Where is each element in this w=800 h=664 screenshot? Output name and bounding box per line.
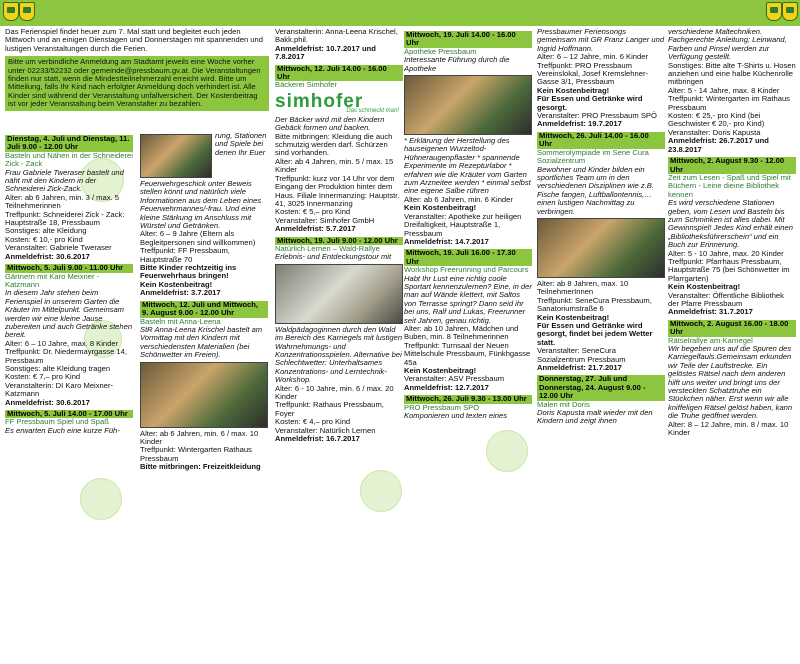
event-deadline: Anmeldefrist: 30.6.2017 <box>5 397 90 407</box>
simhofer-logo <box>275 92 403 114</box>
event-headline: Interessante Führung durch die Apotheke <box>404 55 510 73</box>
event-deadline: Anmeldefrist: 31.7.2017 <box>668 307 753 317</box>
event-cost: Kosten: € 10,- pro Kind <box>5 234 83 244</box>
event-subtitle: FF Pressbaum Spiel und Spaß <box>5 417 109 427</box>
event-deadline: Anmeldefrist: 30.6.2017 <box>5 251 90 261</box>
event-subtitle: Basteln mit Anna-Leena <box>140 316 221 326</box>
event-description: StR Anna-Leena Krischel bastelt am Vormittag mit den Kindern mit verschiedensten Materialien (bei Schönwetter im Freien). <box>140 324 263 360</box>
event-organizer: Veranstalter: Öffentliche Bibliothek der Pfarre Pressbaum <box>668 290 784 308</box>
event-title: Mittwoch, 12. Juli und Mittwoch, 9. August 9.00 - 12.00 Uhr <box>140 301 268 318</box>
event-deadline: Anmeldefrist: 19.7.2017 <box>537 119 622 129</box>
event-cost: Kosten: € 4,– pro Kind <box>275 417 351 427</box>
event-bring: Bitte mitbringen: Kleidung die auch schmutzig werden darf. Schürzen sind vorhanden. <box>275 131 393 158</box>
event-description: Es erwarten Euch eine kurze Füh- <box>5 425 120 435</box>
event-subtitle: Workshop Freerunning und Parcours <box>404 265 529 275</box>
event-cost: Kein Kostenbeitrag! <box>140 279 213 289</box>
event-cost: Kein Kostenbeitrag! <box>668 282 741 292</box>
event-meeting-point: Treffpunkt: Rathaus Pressbaum, Foyer <box>275 400 384 418</box>
pharmacy-photo <box>404 75 532 135</box>
event-description: Pressbaumer Feriensongs gemeinsam mit GR Franz Langer und Ingrid Hoffmann. <box>537 28 665 53</box>
event-title: Mittwoch, 26. Juli 14.00 - 16.00 Uhr <box>537 132 665 149</box>
event-misc: Sonstiges: alte Kleidung tragen <box>5 363 111 373</box>
event-age: Alter: 6 – 12 Jahre, min. 6 Kinder <box>537 52 649 62</box>
column-3 <box>275 28 403 560</box>
event-age: Alter: 6 – 10 Jahre, max. 8 Kinder <box>5 338 119 348</box>
event-misc: Sonstiges: Bitte alte T-Shirts u. Hosen anziehen und eine halbe Küchenrolle mitbringen <box>668 60 796 87</box>
event-organizer: Veranstalter: Gabriele Tweraser <box>5 243 112 253</box>
event-cost: Kosten: € 25,- pro Kind (bei Geschwister € 20,- pro Kind) <box>668 111 765 129</box>
event-meeting-point: Treffpunkt: Pfarrhaus Pressbaum, Hauptstraße 75 (bei Schönwetter im Pfarrgarten) <box>668 256 790 283</box>
event-title: Donnerstag, 27. Juli und Donnerstag, 24. August 9.00 - 12.00 Uhr <box>537 375 665 400</box>
event-description: Der Bäcker wird mit den Kindern Gebäck formen und backen. <box>275 114 385 133</box>
event-age: Alter: 6 – 9 Jahre (Eltern als Begleitpersonen sind willkommen) <box>140 229 256 247</box>
event-description: In diesem Jahr stehen beim Ferienspiel in unserem Garten die Kräuter im Mittelpunkt. Gemeinsam werden wir eine kleine Jause zubereiten und auch Getränke stehen bereit. <box>5 288 133 340</box>
event-cost: Kosten: € 7,– pro Kind <box>5 372 81 382</box>
event-age: Alter: ab 6 Jahren, min. 6 / max. 10 Kinder <box>140 428 259 446</box>
event-subtitle: PRO Pressbaum SPÖ <box>404 402 480 412</box>
logo-wordmark: simhofer <box>275 90 364 112</box>
event-organizer: Veranstalterin: Anna-Leena Krischel, Bakk.phil. <box>275 28 398 45</box>
event-subtitle: Rätselrallye am Karriegel <box>668 335 753 345</box>
event-misc: Sonstiges: alte Kleidung <box>5 226 87 236</box>
event-organizer: Veranstalter: SeneCura Sozialzentrum Pressbaum <box>537 346 626 364</box>
event-age: Alter: 8 – 12 Jahre, min. 8 / max. 10 Kinder <box>668 419 789 438</box>
coat-of-arms-icon <box>782 2 798 21</box>
event-description: Komponieren und texten eines <box>404 411 508 421</box>
event-age: Alter: ab 10 Jahren, Mädchen und Buben, min. 8 Teilnehmerinnen <box>404 323 519 342</box>
event-deadline: Anmeldefrist: 5.7.2017 <box>275 224 356 234</box>
event-title: Mittwoch, 12. Juli 14.00 - 16.00 Uhr <box>275 65 403 82</box>
event-description: Waldpädagoginnen durch den Wald im Bereich des Karriegels mit lustigen Wahrnehmungs- und Konzentrationsspielen. Alternative bei Schlechtwetter: Unterhaltsames Konzentrations- und Lerntechnik-Workshop. <box>275 324 403 385</box>
event-age: Alter: 5 - 10 Jahre, max. 20 Kinder <box>668 248 784 258</box>
coat-of-arms-icon <box>19 2 35 21</box>
event-subtitle: Basteln und Nähen in der Schneiderei Zick - Zack <box>5 150 133 169</box>
event-age: Alter: ab 4 Jahren, min. 5 / max. 15 Kinder <box>275 156 394 175</box>
event-title: Mittwoch, 5. Juli 9.00 - 11.00 Uhr <box>5 264 133 272</box>
event-age: Alter: ab 6 Jahren, min. 6 Kinder <box>404 194 513 204</box>
event-meeting-point: Treffpunkt: PRO Pressbaum Vereinslokal, Josef Kremslehner-Gasse 3/1, Pressbaum <box>537 60 649 87</box>
event-description: Frau Gabriele Tweraser bastelt und näht mit den Kindern in der Schneiderei Zick-Zack. <box>5 167 124 194</box>
event-deadline: Anmeldefrist: 26.7.2017 und 23.8.2017 <box>668 136 769 154</box>
event-description: rung, Stationen und Spiele bei denen Ihr Euer Feuerwehrgeschick unter Beweis stellen könnt und natürlich viele Informationen aus dem Leben eines Feuerwehrmannes/-frau. Und eine kleine Stärkung im Anschluss mit Würstel und Getränken. <box>140 132 267 231</box>
event-title: Mittwoch, 2. August 16.00 - 18.00 Uhr <box>668 320 796 337</box>
senior-center-photo <box>537 218 665 278</box>
event-subtitle: Apotheke Pressbaum <box>404 46 477 56</box>
event-meeting-point: Treffpunkt: Schneiderei Zick - Zack: Hauptstraße 18, Pressbaum <box>5 209 125 228</box>
event-cost: Kein Kostenbeitrag! <box>404 366 477 375</box>
event-age: Alter: 6 - 10 Jahre, min. 6 / max. 20 Kinder <box>275 383 394 401</box>
event-description: verschiedene Maltechniken. Fachgerechte Anleitung; Leinwand, Farben und Pinsel werden zur Verfügung gestellt. <box>668 28 787 62</box>
registration-notice: Bitte um verbindliche Anmeldung am Stadtamt jeweils eine Woche vorher unter 02233/52232 oder gemeinde@pressbaum.gv.at. Die Veranstaltungen finden nur statt, wenn die Mindestteilnehmerzahl erreicht wird. Bitte um Mitteilung, falls Ihr Kind nach erfolgter Anmeldung doch verhindert ist. Alle Kinder sind während der Veranstaltung unfallversichert. Der Kostenbeitrag ist vor jeder Veranstaltung beim Veranstalter zu bezahlen. <box>5 56 269 110</box>
event-subtitle: Malen mit Doris <box>537 399 590 409</box>
fire-brigade-photo <box>140 134 212 178</box>
event-description: Doris Kapusta malt wieder mit den Kindern und zeigt ihnen <box>537 408 653 426</box>
event-organizer: Veranstalter: ASV Pressbaum <box>404 374 505 384</box>
coat-of-arms-icon <box>3 2 19 21</box>
event-organizer: Veranstalter: PRO Pressbaum SPÖ <box>537 111 657 121</box>
event-description: Erlebnis- und Entdeckungstour mit <box>275 252 392 262</box>
event-note: Bitte Kinder rechtzeitig ins Feuerwehrhaus bringen! <box>140 263 237 281</box>
event-meeting-point: Treffpunkt: Dr. Niedermayrgasse 14, Pressbaum <box>5 347 127 365</box>
event-description: Habt Ihr Lust eine richtig coole Sportart kennenzulernen? Eine, in der man auf Wände klettert, mit Saltos von Terrasse springt? Dann seid ihr bei uns, Ralf und Lukas, Freerunner seit Jahren, genau richtig. <box>404 273 532 325</box>
event-deadline: Anmeldefrist: 12.7.2017 <box>404 382 489 392</box>
event-deadline: Anmeldefrist: 16.7.2017 <box>275 434 360 444</box>
event-title: Mittwoch, 19. Juli 14.00 - 16.00 Uhr <box>404 31 532 48</box>
intro-text: Das Ferienspiel findet heuer zum 7. Mal statt und begleitet euch jeden Mittwoch und an einigen Dienstagen und Donnerstagen mit spannenden und lustigen Veranstaltungen durch die Ferien. <box>5 28 263 53</box>
event-deadline: Anmeldefrist: 3.7.2017 <box>140 288 221 298</box>
header-band <box>0 0 800 26</box>
event-organizer: Veranstalter: Doris Kapusta <box>668 127 761 137</box>
event-organizer: Veranstalter: Simhofer GmbH <box>275 215 375 225</box>
event-meeting-point: Treffpunkt: Wintergarten Rathaus Pressbaum <box>140 445 252 463</box>
event-deadline: Anmeldefrist: 10.7.2017 und 7.8.2017 <box>275 43 376 62</box>
event-title: Mittwoch, 26. Juli 9.30 - 13.00 Uhr <box>404 395 532 403</box>
column-6 <box>668 28 796 560</box>
event-subtitle: Zeit zum Lesen - Spaß und Spiel mit Büchern - Leine dieine Bibliothek kennen <box>668 172 791 199</box>
event-subtitle: Natürlich Lernen – Wald-Rallye <box>275 243 380 253</box>
event-age: Alter: ab 6 Jahren, min. 3 / max. 5 Teilnehmerinnen <box>5 192 119 211</box>
event-cost: Kein Kostenbeitrag! <box>537 312 610 322</box>
event-description: Wir begeben uns auf die Spuren des Karriegelfauls.Gemeinsam erkunden wir Teile der Lauftstrecke. Ein gelöstes Rätsel nach dem anderen hilft uns weiter und bringt uns der versteckten Schatztruhe ein Stückchen näher. Erst wenn wir alle kniffeligen Rätsel gelöst haben, kann die Truhe geöffnet werden. <box>668 344 793 421</box>
forest-game-photo <box>275 264 403 324</box>
event-organizer: Veranstalter: Natürlich Lernen <box>275 425 376 435</box>
event-note: Für Essen und Getränke wird gesorgt, findet bei jedem Wetter statt. <box>537 320 653 347</box>
event-age: Alter: 5 - 14 Jahre, max. 8 Kinder <box>668 85 780 95</box>
event-meeting-point: Treffpunkt: FF Pressbaum, Hauptstraße 70 <box>140 246 230 264</box>
crafting-photo <box>140 362 268 428</box>
column-2 <box>140 132 268 664</box>
event-note: Für Essen und Getränke wird gesorgt. <box>537 94 643 112</box>
event-cost: Kein Kostenbeitrag! <box>404 203 477 213</box>
event-deadline: Anmeldefrist: 14.7.2017 <box>404 236 489 246</box>
event-cost: Kein Kostenbeitrag! <box>537 85 610 95</box>
event-title: Mittwoch, 19. Juli 16.00 - 17.30 Uhr <box>404 249 532 266</box>
column-1-events <box>5 132 133 664</box>
coat-of-arms-icon <box>766 2 782 21</box>
event-title: Mittwoch, 5. Juli 14.00 - 17.00 Uhr <box>5 410 133 418</box>
event-meeting-point: Treffpunkt: Wintergarten im Rathaus Pressbaum <box>668 94 790 112</box>
event-title: Mittwoch, 19. Juli 9.00 - 12.00 Uhr <box>275 237 403 245</box>
event-meeting-point: Treffpunkt: kurz vor 14 Uhr vor dem Eingang der Produktion hinter dem Haus. Filiale Innermanzing: Hauptstr. 41, 3025 Innermanzing <box>275 173 400 208</box>
event-organizer: Veranstalterin: DI Karo Meixner-Katzmann <box>5 380 114 399</box>
column-4 <box>404 28 532 560</box>
event-subtitle: Sommerolympiade im Sene Cura Sozialzentrum <box>537 147 649 166</box>
event-title: Mittwoch, 2. August 9.30 - 12.00 Uhr <box>668 157 796 174</box>
event-meeting-point: Treffpunkt: SeneCura Pressbaum, Sanatoriumstraße 6 <box>537 295 652 314</box>
logo-tagline: Das schmeckt man! <box>346 108 399 115</box>
event-subtitle: Gärtnern mit Karo Meixner - Katzmann <box>5 271 100 289</box>
event-age: Alter: ab 8 Jahren, max. 10 TeilnehmerInnen <box>537 278 629 297</box>
event-description: Es wird verschiedene Stationen geben, vom Lesen und Basteln bis zum Schminken ist alles dabei. Mit Gewinnspiel! Jedes Kind erhält einen „Bibliotheksführerschein“ und ein Buch zur Erinnerung. <box>668 198 793 250</box>
event-description: * Erklärung der Herstellung des hauseigenen Wurzeltod- Hühneraugenpflaster * spannende Experimente im Rezepturlabor * erfahren wie die Kräuter vom Garten zum Arzneitee werden * einmal selbst eine eigene Salbe rühren <box>404 136 531 196</box>
event-title: Dienstag, 4. Juli und Dienstag, 11. Juli 9.00 - 12.00 Uhr <box>5 135 133 152</box>
event-subtitle: Bäckerei Simhofer <box>275 80 338 90</box>
event-bring: Bitte mitbringen: Freizeitkleidung <box>140 462 261 472</box>
event-deadline: Anmeldefrist: 21.7.2017 <box>537 363 622 372</box>
event-description: Bewohner und Kinder bilden ein sportliches Team um in den verschiedenen Disziplinen wie z.B. Fische fangen, Luftballontennis,… einen lustigen Nachmittag zu verbringen. <box>537 164 654 216</box>
event-organizer: Veranstalter: Apotheke zur heiligen Dreifaltigkeit, Hauptstraße 1, Pressbaum <box>404 211 522 238</box>
column-5 <box>537 28 665 560</box>
event-cost: Kosten: € 5,– pro Kind <box>275 207 351 217</box>
event-meeting-point: Treffpunkt: Turnsaal der Neuen Mittelschule Pressbaum, Fünkhgasse 45a <box>404 340 531 367</box>
